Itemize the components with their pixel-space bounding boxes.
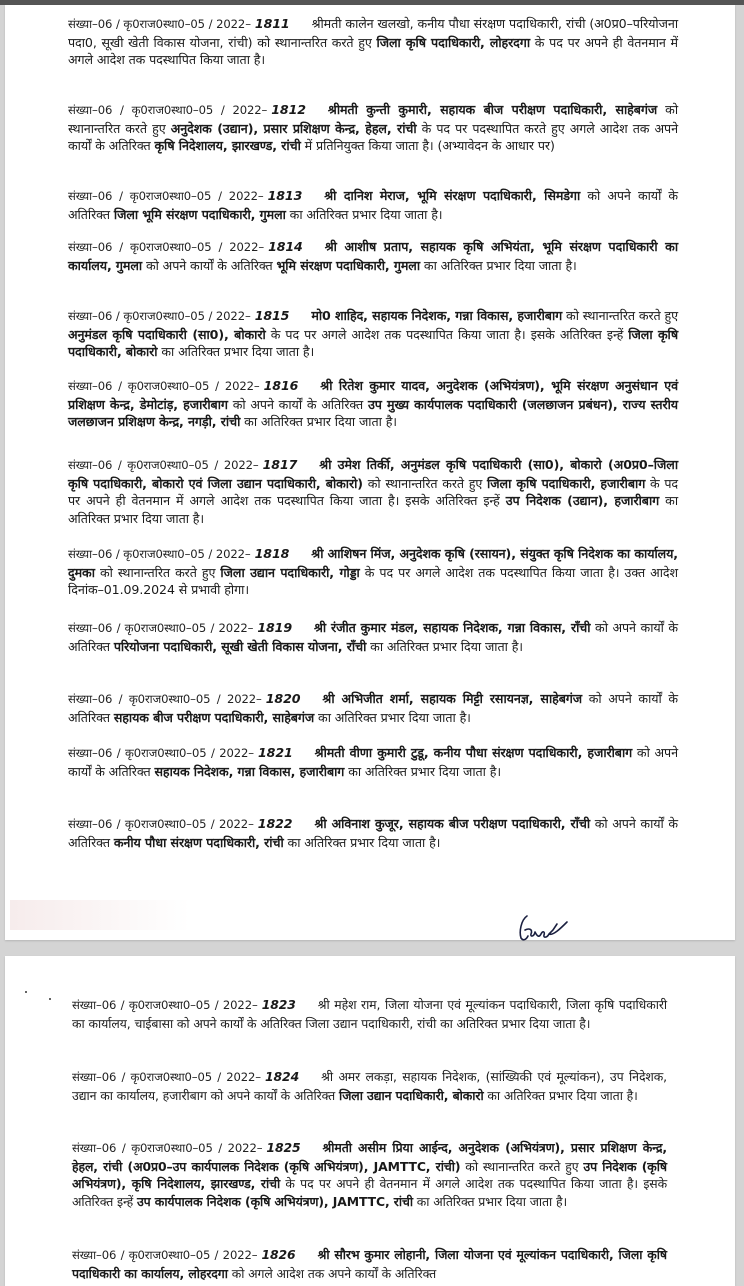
order-reference: संख्या–06 / कृ0राज0स्था0–05 / 2022– (68, 309, 251, 323)
order-number: 1812 (271, 102, 306, 117)
order-reference: संख्या–06 / कृ0राज0स्था0–05 / 2022– (72, 1070, 262, 1084)
order-text-bold: परियोजना पदाधिकारी, सूखी खेती विकास योजना, रॉंची (113, 638, 367, 654)
order-text: के पद पर अपने ही वेतनमान में अगले आदेश तक पदस्थापित किया जाता है। इसके अतिरिक्त इन्हें (72, 1176, 668, 1209)
order-text: का अतिरिक्त प्रभार दिया जाता है। (483, 1087, 638, 1103)
order-text: के पद पर अगले आदेश तक पदस्थापित किया जाता है। इसके अतिरिक्त इन्हें (265, 326, 629, 342)
order-text: का अतिरिक्त प्रभार दिया जाता है। (157, 344, 315, 360)
order-number: 1823 (261, 997, 296, 1012)
order-text-bold: जिला भूमि संरक्षण पदाधिकारी, गुमला (113, 206, 286, 222)
order-text-bold: श्री रंजीत कुमार मंडल, सहायक निदेशक, गन्ना विकास, रॉंची (314, 620, 591, 635)
order-entry (68, 456, 678, 527)
order-entry (68, 619, 678, 655)
order-entry (68, 545, 678, 599)
document-page-1 (5, 5, 735, 940)
order-text: को अपने कार्यों के अतिरिक्त (68, 691, 678, 725)
order-text: का अतिरिक्त प्रभार दिया जाता है। (240, 414, 397, 430)
order-reference: संख्या–06 / कृ0राज0स्था0–05 / 2022– (68, 621, 254, 635)
order-text: को स्थानान्तरित करते हुए (362, 475, 488, 491)
order-number: 1818 (254, 546, 290, 561)
order-number: 1816 (263, 378, 299, 393)
order-text-bold: सहायक बीज परीक्षण पदाधिकारी, साहेबगंज (113, 709, 315, 725)
scan-speck (49, 998, 51, 1000)
order-text: का अतिरिक्त प्रभार दिया जाता है। (314, 709, 471, 725)
order-text: का अतिरिक्त प्रभार दिया जाता है। (412, 1193, 568, 1209)
order-text-bold: श्रीमती वीणा कुमारी टुडू, कनीय पौधा संरक्षण पदाधिकारी, हजारीबाग (314, 745, 633, 760)
order-text-bold: श्री अविनाश कुजूर, सहायक बीज परीक्षण पदाधिकारी, रॉंची (314, 816, 591, 831)
order-entry (68, 101, 678, 155)
order-text-bold: कनीय पौधा संरक्षण पदाधिकारी, रांची (113, 834, 284, 850)
order-text-bold: भूमि संरक्षण पदाधिकारी, गुमला (276, 257, 421, 273)
order-text-bold: उप निदेशक (उद्यान), हजारीबाग (505, 493, 660, 509)
order-number: 1820 (265, 691, 301, 706)
order-entry (72, 1068, 667, 1104)
paper-stain (10, 900, 190, 930)
order-text: श्रीमती कालेन खलखो, कनीय पौधा संरक्षण पदाधिकारी, रांची (अ0प्र0–परियोजना पदा0, सूखी खेती विकास योजना, रांची) को स्थानान्तरित करते हुए (68, 16, 678, 50)
order-text: को अपने कार्यों के अतिरिक्त (227, 396, 368, 412)
order-reference: संख्या–06 / कृ0राज0स्था0–05 / 2022– (68, 379, 260, 393)
handwritten-signature (517, 910, 573, 946)
order-number: 1811 (254, 16, 290, 31)
order-text: को अपने कार्यों के अतिरिक्त (68, 816, 678, 850)
order-text: को अपने कार्यों के अतिरिक्त (68, 745, 678, 779)
order-text: का अतिरिक्त प्रभार दिया जाता है। (420, 257, 577, 273)
order-reference: संख्या–06 / कृ0राज0स्था0–05 / 2022– (72, 1141, 263, 1155)
order-text: के पद पर अगले आदेश तक पदस्थापित किया जाता है। उक्त आदेश दिनांक–01.09.2024 से प्रभावी होगा। (68, 564, 678, 598)
order-text-bold: कृषि निदेशालय, झारखण्ड, रांची (154, 138, 301, 154)
order-text-bold: श्री उमेश तिर्की, अनुमंडल कृषि पदाधिकारी (सा0), बोकारो (अ0प्र0–जिला कृषि पदाधिकारी, बोकारो एवं जिला उद्यान पदाधिकारी, बोकारो) (68, 457, 678, 491)
order-entry (68, 690, 678, 726)
order-text-bold: जिला उद्यान पदाधिकारी, गोड्डा (220, 564, 360, 580)
order-reference: संख्या–06 / कृ0राज0स्था0–05 / 2022– (68, 817, 254, 831)
order-entry (68, 15, 678, 69)
order-text: को स्थानान्तरित करते हुए (460, 1158, 584, 1174)
order-entry (72, 1246, 667, 1282)
order-reference: संख्या–06 / कृ0राज0स्था0–05 / 2022– (68, 189, 264, 203)
order-entry (68, 238, 678, 274)
document-page-2 (5, 956, 735, 1286)
order-entry (72, 1139, 667, 1210)
order-text: को अपने कार्यों के अतिरिक्त (142, 257, 277, 273)
order-text: का अतिरिक्त प्रभार दिया जाता है। (344, 763, 502, 779)
order-number: 1813 (267, 188, 303, 203)
order-text-bold: जिला उद्यान पदाधिकारी, बोकारो (338, 1087, 484, 1103)
order-text: को अपने कार्यों के अतिरिक्त (68, 188, 678, 222)
order-text: श्री महेश राम, जिला योजना एवं मूल्यांकन पदाधिकारी, जिला कृषि पदाधिकारी का कार्यालय, चाईबासा को अपने कार्यों के अतिरिक्त जिला उद्यान पदाधिकारी, रांची का अतिरिक्त प्रभार दिया जाता है। (72, 997, 668, 1031)
order-number: 1814 (268, 239, 303, 254)
order-text-bold: उप निदेशक (कृषि अभियंत्रण), कृषि निदेशालय, झारखण्ड, रांची (72, 1158, 667, 1192)
order-text: श्री अमर लकड़ा, सहायक निदेशक, (सांख्यिकी एवं मूल्यांकन), उप निदेशक, उद्यान का कार्यालय, हजारीबाग को अपने कार्यों के अतिरिक्त (72, 1069, 667, 1103)
order-number: 1822 (257, 816, 293, 831)
order-text: के पद पर पदस्थापित करते हुए अगले आदेश तक अपने कार्यों के अतिरिक्त (68, 120, 678, 154)
order-reference: संख्या–06 / कृ0राज0स्था0–05 / 2022– (68, 458, 259, 472)
order-reference: संख्या–06 / कृ0राज0स्था0–05 / 2022– (68, 547, 251, 561)
order-entry (68, 307, 678, 361)
order-number: 1825 (266, 1140, 301, 1155)
order-number: 1815 (254, 308, 290, 323)
order-text: का अतिरिक्त प्रभार दिया जाता है। (285, 206, 443, 222)
order-text-bold: जिला कृषि पदाधिकारी, बोकारो (68, 326, 678, 360)
order-entry (68, 815, 678, 851)
order-entry (68, 744, 678, 780)
order-number: 1824 (265, 1069, 300, 1084)
order-text: का अतिरिक्त प्रभार दिया जाता है। (283, 834, 441, 850)
order-text-bold: श्री दानिश मेराज, भूमि संरक्षण पदाधिकारी, सिमडेगा (324, 188, 581, 203)
order-text-bold: उप मुख्य कार्यपालक पदाधिकारी (जलछाजन प्रबंधन), राज्य स्तरीय जलछाजन प्रशिक्षण केन्द्र, नगड़ी, रांची (68, 396, 678, 430)
order-text-bold: श्री सौरभ कुमार लोहानी, जिला योजना एवं मूल्यांकन पदाधिकारी, जिला कृषि पदाधिकारी का कार्यालय, लोहरदगा (72, 1247, 667, 1281)
order-text: को अपने कार्यों के अतिरिक्त (68, 620, 678, 654)
order-reference: संख्या–06 / कृ0राज0स्था0–05 / 2022– (68, 692, 262, 706)
order-text: का अतिरिक्त प्रभार दिया जाता है। (366, 638, 523, 654)
order-text-bold: श्रीमती असीम प्रिया आईन्द, अनुदेशक (अभियंत्रण), प्रसार प्रशिक्षण केन्द्र, हेहल, रांची (अ0प्र0–उप कार्यपालक निदेशक (कृषि अभियंत्रण), JAMTTC, रांची) (72, 1140, 667, 1174)
order-reference: संख्या–06 / कृ0राज0स्था0–05 / 2022– (68, 103, 268, 117)
order-text-bold: अनुदेशक (उद्यान), प्रसार प्रशिक्षण केन्द्र, हेहल, रांची (170, 120, 417, 136)
order-number: 1826 (261, 1247, 296, 1262)
order-reference: संख्या–06 / कृ0राज0स्था0–05 / 2022– (68, 240, 265, 254)
order-text-bold: श्रीमती कुन्ती कुमारी, सहायक बीज परीक्षण पदाधिकारी, साहेबगंज (327, 102, 658, 117)
order-text: को स्थानान्तरित करते हुए (68, 102, 678, 136)
order-text-bold: अनुमंडल कृषि पदाधिकारी (सा0), बोकारो (68, 326, 266, 342)
order-reference: संख्या–06 / कृ0राज0स्था0–05 / 2022– (68, 746, 254, 760)
order-text-bold: श्री आशिषन मिंज, अनुदेशक कृषि (रसायन), संयुक्त कृषि निदेशक का कार्यालय, दुमका (68, 546, 678, 580)
order-entry (68, 187, 678, 223)
order-text: को स्थानान्तरित करते हुए (94, 564, 221, 580)
order-text-bold: श्री रितेश कुमार यादव, अनुदेशक (अभियंत्रण), भूमि संरक्षण अनुसंधान एवं प्रशिक्षण केन्द्र, डेमोटांड़, हजारीबाग (68, 378, 678, 412)
order-text: के पद पर अपने ही वेतनमान में अगले आदेश तक पदस्थापित किया जाता है। इसके अतिरिक्त इन्हें (68, 475, 678, 509)
order-text-bold: उप कार्यपालक निदेशक (कृषि अभियंत्रण), JAMTTC, रांची (136, 1193, 413, 1209)
order-text-bold: श्री आशीष प्रताप, सहायक कृषि अभियंता, भूमि संरक्षण पदाधिकारी का कार्यालय, गुमला (68, 239, 678, 273)
order-text-bold: जिला कृषि पदाधिकारी, हजारीबाग (487, 475, 646, 491)
order-reference: संख्या–06 / कृ0राज0स्था0–05 / 2022– (72, 998, 258, 1012)
scan-speck (25, 991, 27, 993)
order-text: को अगले आदेश तक अपने कार्यों के अतिरिक्त (227, 1265, 437, 1281)
order-entry (72, 996, 667, 1032)
order-number: 1817 (262, 457, 298, 472)
order-text: में प्रतिनियुक्त किया जाता है। (अभ्यावेदन के आधार पर) (300, 138, 555, 154)
order-entry (68, 377, 678, 431)
order-text-bold: सहायक निदेशक, गन्ना विकास, हजारीबाग (154, 763, 345, 779)
order-number: 1821 (258, 745, 293, 760)
order-text-bold: मो0 शाहिद, सहायक निदेशक, गन्ना विकास, हजारीबाग (311, 308, 563, 323)
order-text: का अतिरिक्त प्रभार दिया जाता है। (68, 493, 678, 526)
order-text: के पद पर अपने ही वेतनमान में अगले आदेश तक पदस्थापित किया जाता है। (68, 34, 678, 68)
order-number: 1819 (257, 620, 292, 635)
order-text-bold: जिला कृषि पदाधिकारी, लोहरदगा (376, 34, 531, 50)
order-text-bold: श्री अभिजीत शर्मा, सहायक मिट्टी रसायनज्ञ, साहेबगंज (322, 691, 583, 706)
order-reference: संख्या–06 / कृ0राज0स्था0–05 / 2022– (72, 1248, 258, 1262)
order-reference: संख्या–06 / कृ0राज0स्था0–05 / 2022– (68, 17, 251, 31)
order-text: को स्थानान्तरित करते हुए (562, 308, 678, 323)
